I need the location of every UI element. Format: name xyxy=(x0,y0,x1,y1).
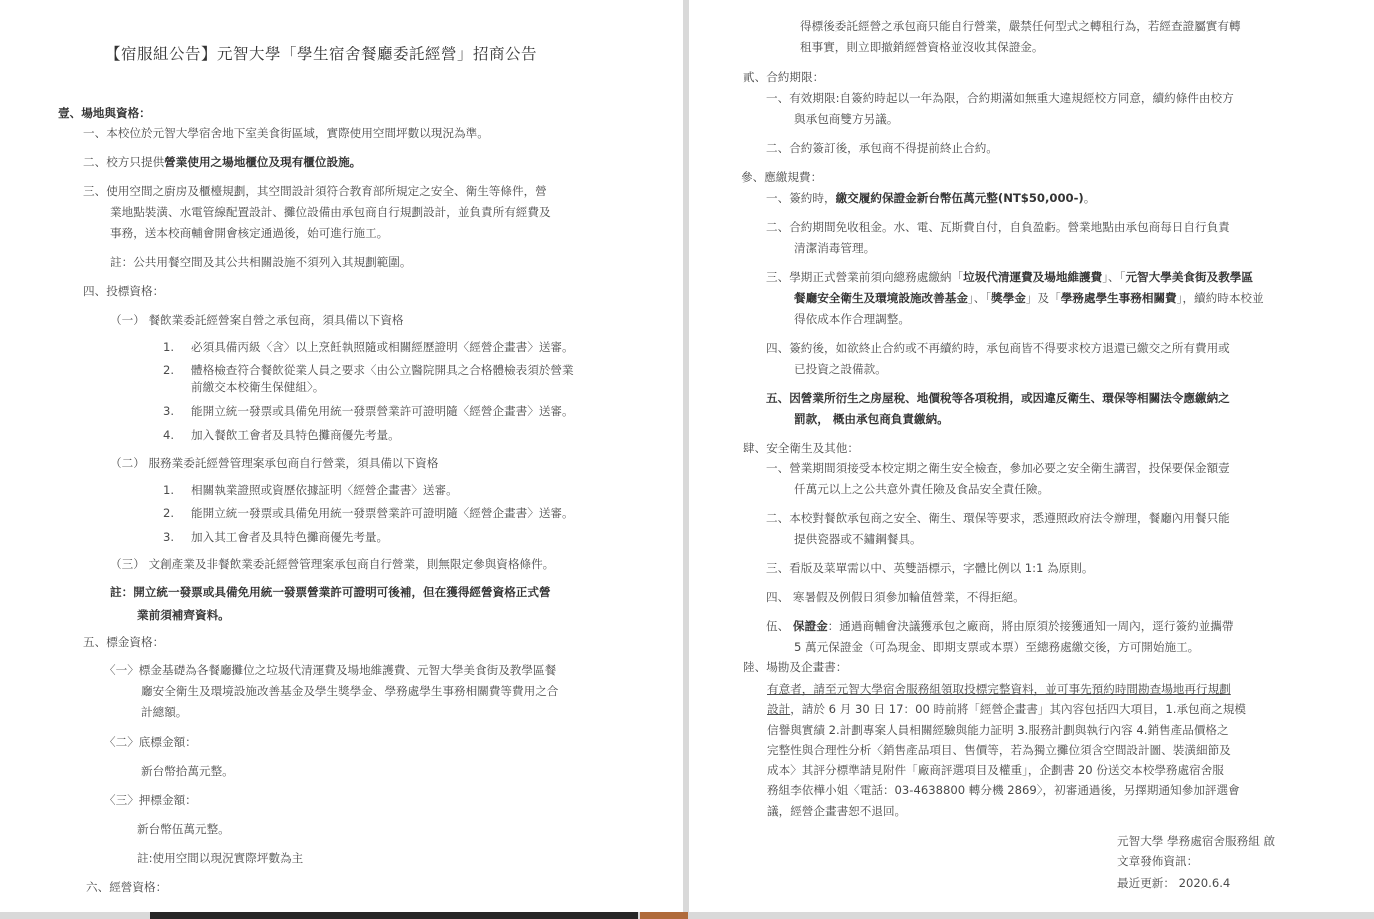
paragraph: 三、使用空間之廚房及櫃檯規劃，其空間設計須符合教育部所規定之安全、衛生等條件，營 xyxy=(83,184,547,198)
note: 註：公共用餐空間及其公共相關設施不須列入其規劃範圍。 xyxy=(110,255,412,269)
paragraph: 二、合約期間免收租金。水、電、瓦斯費自付，自負盈虧。營業地點由承包商每日自行負責 xyxy=(766,220,1230,234)
signature-org: 元智大學 學務處宿舍服務組 啟 xyxy=(1117,834,1276,848)
paragraph: 信譽與實績 2.計劃專案人員相關經驗與能力証明 3.服務計劃與執行內容 4.銷售產品價格之 xyxy=(767,723,1229,737)
paragraph: 〈一〉標金基礎為各餐廳攤位之垃圾代清運費及場地維護費、元智大學美食街及教學區餐 xyxy=(104,663,557,677)
paragraph: 一、本校位於元智大學宿舍地下室美食街區域，實際使用空間坪數以現況為準。 xyxy=(83,126,489,140)
paragraph: 提供瓷器或不鏽鋼餐具。 xyxy=(794,532,922,546)
taskbar-strip xyxy=(640,912,688,919)
paragraph: 清潔消毒管理。 xyxy=(794,241,876,255)
paragraph: 二、校方只提供營業使用之場地櫃位及現有櫃位設施。 xyxy=(83,155,362,169)
paragraph: 事務，送本校商輔會開會核定通過後，始可進行施工。 xyxy=(110,226,389,240)
paragraph: 業地點裝潢、水電管線配置設計、攤位設備由承包商自行規劃設計，並負責所有經費及 xyxy=(110,205,551,219)
document-page-left xyxy=(0,0,683,912)
paragraph: 伍、 保證金：通過商輔會決議獲承包之廠商，將由原須於接獲通知一周內，逕行簽約並攜帶 xyxy=(766,619,1234,633)
paragraph: 罰款， 概由承包商負責繳納。 xyxy=(794,412,949,426)
paragraph: 〈三〉押標金額： xyxy=(104,793,197,807)
document-page-right xyxy=(689,0,1374,912)
list-item: 4. 加入餐飲工會者及具特色攤商優先考量。 xyxy=(163,428,400,442)
paragraph: 三、學期正式營業前須向總務處繳納「垃圾代清運費及場地維護費」、「元智大學美食街及教學區 xyxy=(766,270,1253,284)
note: 註:使用空間以現況實際坪數為主 xyxy=(137,851,304,865)
page-title: 【宿服組公告】元智大學「學生宿舍餐廳委託經營」招商公告 xyxy=(105,45,538,63)
list-heading: （三） 文創產業及非餐飲業委託經營管理案承包商自行營業，則無限定參與資格條件。 xyxy=(110,557,555,571)
paragraph: 成本〉其評分標準請見附件「廠商評選項目及權重」，企劃書 20 份送交本校學務處宿舍服 xyxy=(767,763,1224,777)
paragraph: 一、營業期間須接受本校定期之衛生安全檢查，參加必要之安全衛生講習，投保要保金額壹 xyxy=(766,461,1230,475)
last-updated: 最近更新： 2020.6.4 xyxy=(1117,876,1231,890)
list-item: 3. 能開立統一發票或具備免用統一發票營業許可證明隨〈經營企畫書〉送審。 xyxy=(163,404,574,418)
paragraph: 有意者，請至元智大學宿舍服務組領取投標完整資料，並可事先預約時間勘查場地再行規劃 xyxy=(767,682,1231,696)
list-item: 2. 體格檢查符合餐飲從業人員之要求〈由公立醫院開具之合格體檢表須於營業 xyxy=(163,363,574,377)
section-heading: 參、應繳規費： xyxy=(741,170,823,184)
paragraph: 租事實，則立即撤銷經營資格並沒收其保證金。 xyxy=(800,40,1044,54)
paragraph: 〈二〉底標金額： xyxy=(104,735,197,749)
paragraph: 得標後委託經營之承包商只能自行營業，嚴禁任何型式之轉租行為，若經查證屬實有轉 xyxy=(800,19,1241,33)
paragraph: 5 萬元保證金（可為現金、即期支票或本票）至總務處繳交後，方可開始施工。 xyxy=(794,640,1200,654)
list-item-cont: 前繳交本校衛生保健組〉。 xyxy=(191,380,325,394)
paragraph: 得依成本作合理調整。 xyxy=(794,312,910,326)
paragraph: 二、本校對餐飲承包商之安全、衛生、環保等要求，悉遵照政府法令辦理，餐廳內用餐只能 xyxy=(766,511,1230,525)
paragraph: 餐廳安全衛生及環境設施改善基金」、「獎學金」及「學務處學生事務相關費」，續約時本校並 xyxy=(794,291,1264,305)
signature-info: 文章發佈資訊： xyxy=(1117,854,1199,868)
paragraph: 仟萬元以上之公共意外責任險及食品安全責任險。 xyxy=(794,482,1050,496)
paragraph: 一、簽約時，繳交履約保證金新台幣伍萬元整(NT$50,000-)。 xyxy=(766,191,1096,205)
paragraph: 新台幣伍萬元整。 xyxy=(137,822,230,836)
subsection-heading: 六、經營資格： xyxy=(86,880,168,894)
paragraph: 二、合約簽訂後，承包商不得提前終止合約。 xyxy=(766,141,998,155)
section-heading: 貳、合約期限： xyxy=(743,70,825,84)
paragraph: 一、有效期限:自簽約時起以一年為限，合約期滿如無重大違規經校方同意，續約條件由校方 xyxy=(766,91,1234,105)
paragraph: 設計，請於 6 月 30 日 17：00 時前將「經營企畫書」其內容包括四大項目，1.承包商之規模 xyxy=(767,702,1247,716)
taskbar-strip xyxy=(0,912,150,919)
paragraph: 務組李依樺小姐〈電話：03-4638800 轉分機 2869〉，初審通過後，另擇期通知參加評選會 xyxy=(767,783,1240,797)
section-heading: 肆、安全衛生及其他： xyxy=(743,441,859,455)
list-heading: （二） 服務業委託經營管理案承包商自行營業，須具備以下資格 xyxy=(110,456,439,470)
list-item: 1. 相關執業證照或資歷依據証明〈經營企畫書〉送審。 xyxy=(163,483,458,497)
list-item: 3. 加入其工會者及具特色攤商優先考量。 xyxy=(163,530,389,544)
list-item: 1. 必須具備丙級〈含〉以上烹飪執照隨或相關經歷證明〈經營企畫書〉送審。 xyxy=(163,340,574,354)
section-heading: 陸、場勘及企畫書： xyxy=(743,660,848,674)
paragraph: 議，經營企畫書恕不退回。 xyxy=(767,804,907,818)
subsection-heading: 五、標金資格： xyxy=(83,635,165,649)
taskbar-strip xyxy=(150,912,638,919)
paragraph: 三、看版及菜單需以中、英雙語標示，字體比例以 1:1 為原則。 xyxy=(766,561,1094,575)
list-heading: （一） 餐飲業委託經營案自營之承包商，須具備以下資格 xyxy=(110,313,404,327)
paragraph: 五、因營業所衍生之房屋稅、地價稅等各項稅捐，或因違反衛生、環保等相關法令應繳納之 xyxy=(766,391,1230,405)
paragraph: 完整性與合理性分析〈銷售產品項目、售價等，若為獨立攤位須含空間設計圖、裝潢細節及 xyxy=(767,743,1231,757)
subsection-heading: 四、投標資格： xyxy=(83,284,165,298)
paragraph: 新台幣拾萬元整。 xyxy=(141,764,234,778)
paragraph: 廳安全衛生及環境設施改善基金及學生獎學金、學務處學生事務相關費等費用之合 xyxy=(141,684,559,698)
note: 註：開立統一發票或具備免用統一發票營業許可證明可後補，但在獲得經營資格正式營 xyxy=(110,585,551,599)
list-item: 2. 能開立統一發票或具備免用統一發票營業許可證明隨〈經營企畫書〉送審。 xyxy=(163,506,574,520)
section-heading: 壹、場地與資格： xyxy=(58,106,151,120)
paragraph: 與承包商雙方另議。 xyxy=(794,112,899,126)
paragraph: 四、 寒暑假及例假日須參加輪值營業，不得拒絕。 xyxy=(766,590,1025,604)
paragraph: 計總額。 xyxy=(141,705,188,719)
paragraph: 已投資之設備款。 xyxy=(794,362,887,376)
paragraph: 四、簽約後，如欲終止合約或不再續約時，承包商皆不得要求校方退還已繳交之所有費用或 xyxy=(766,341,1230,355)
note: 業前須補齊資料。 xyxy=(137,608,230,622)
